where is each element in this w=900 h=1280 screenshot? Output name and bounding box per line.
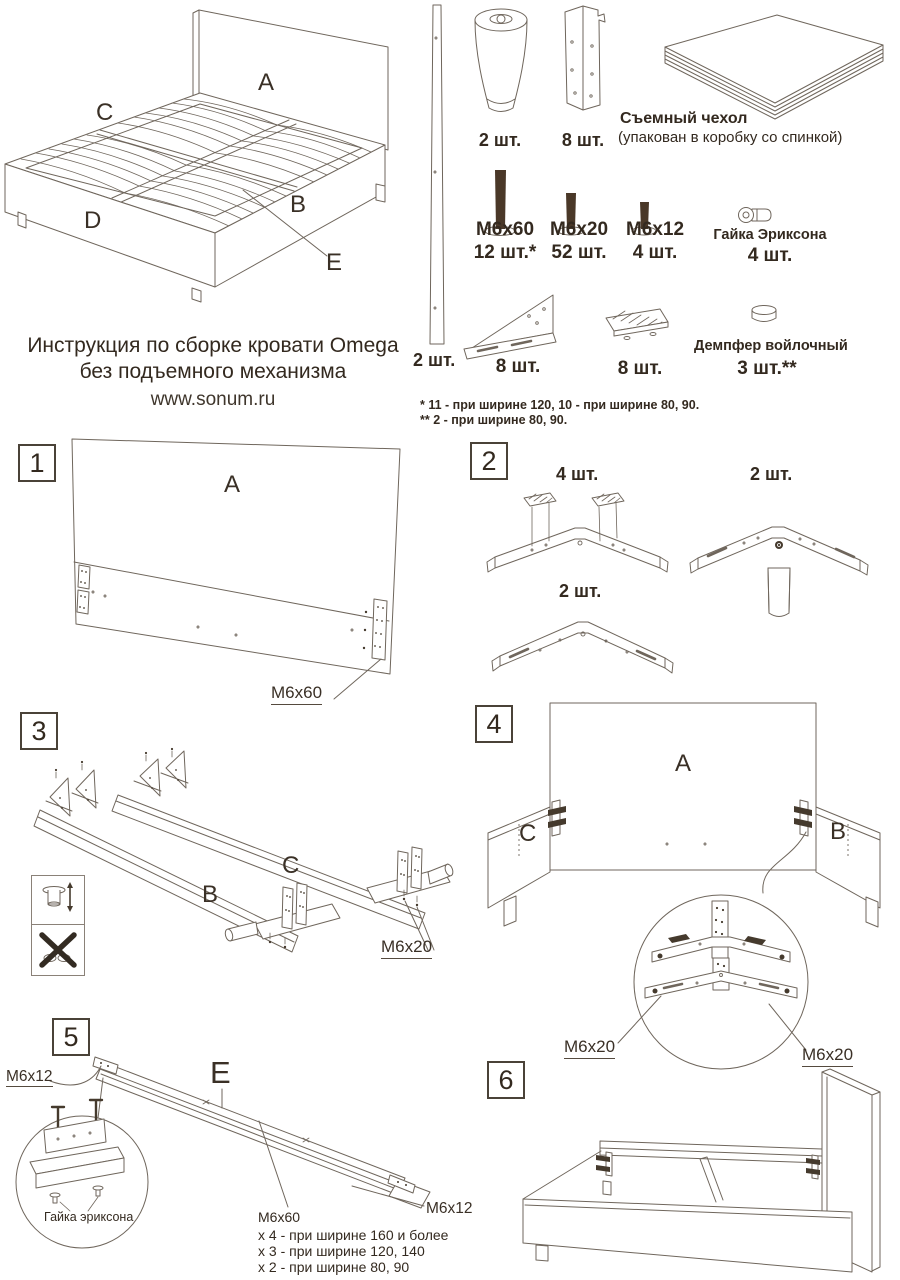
step6-frame: [523, 1151, 852, 1272]
screw-m6x60-qty: 12 шт.*: [473, 242, 537, 263]
step4-label-a: A: [675, 750, 692, 777]
step2-qty-plain: 2 шт.: [559, 581, 602, 601]
bed-label-b: B: [290, 191, 307, 218]
erikson-nut-name: Гайка Эриксона: [713, 227, 827, 243]
felt-damper-qty: 3 шт.**: [737, 358, 797, 379]
slat-pad-qty: 8 шт.: [617, 358, 663, 379]
page-title-line1: Инструкция по сборке кровати Omega: [27, 334, 399, 357]
step3-label-b: B: [202, 881, 219, 908]
bed-label-a: A: [258, 69, 275, 96]
step3-number: 3: [20, 712, 58, 750]
step5-note-line3: x 2 - при ширине 80, 90: [258, 1259, 410, 1275]
step5-nut-label: Гайка эриксона: [44, 1210, 134, 1224]
step1-drawing: [10, 425, 460, 710]
cover-name: Съемный чехол: [620, 110, 748, 127]
angle-bracket-qty: 8 шт.: [561, 130, 605, 150]
corner-bracket-part: [464, 295, 556, 359]
step5-note-line2: x 3 - при ширине 120, 140: [258, 1243, 425, 1259]
slat-pad-part: [606, 309, 668, 340]
cover-note: (упакован в коробку со спинкой): [618, 129, 843, 146]
step5-beam-e: [93, 1057, 430, 1208]
page-title-line2: без подъемного механизма: [79, 360, 347, 383]
side-slat-part: [430, 5, 444, 344]
screw-m6x20-qty: 52 шт.: [551, 242, 607, 263]
cam-height-adjust-icon: [31, 875, 85, 926]
leg-part: [475, 9, 527, 112]
step5-label-e: E: [210, 1055, 231, 1090]
step4-screw-label-left: M6x20: [564, 1038, 615, 1059]
slat-qty: 2 шт.: [413, 350, 456, 370]
step1-label-a: A: [224, 471, 241, 498]
screw-m6x20-name: M6x20: [549, 219, 609, 240]
step4-headboard: [550, 703, 816, 870]
website-url: www.sonum.ru: [150, 389, 276, 410]
step5-screw-label-right: M6x12: [426, 1200, 473, 1217]
step5-note-line1: x 4 - при ширине 160 и более: [258, 1227, 449, 1243]
footnote-1: * 11 - при ширине 120, 10 - при ширине 80, 90.: [420, 398, 700, 412]
step2-drawing: [470, 460, 900, 690]
step4-screw-leaders: [618, 996, 806, 1050]
screw-m6x12-name: M6x12: [625, 219, 685, 240]
step6-drawing: [470, 1060, 900, 1280]
step3-label-c: C: [282, 852, 300, 879]
step1-number: 1: [18, 444, 56, 482]
step5-note-title: M6x60: [258, 1209, 301, 1225]
step1-screw-label: M6x60: [271, 684, 322, 705]
step2-qty-pads: 4 шт.: [556, 464, 599, 484]
erikson-nut-part: [739, 208, 772, 223]
felt-damper-part: [752, 306, 776, 322]
step4-label-c: C: [519, 820, 537, 847]
felt-damper-name: Демпфер войлочный: [694, 338, 848, 354]
leg-qty: 2 шт.: [478, 130, 522, 150]
screw-m6x12-qty: 4 шт.: [632, 242, 678, 263]
step2-qty-leg: 2 шт.: [750, 464, 793, 484]
bed-label-e: E: [326, 249, 343, 276]
step6-number: 6: [487, 1061, 525, 1099]
erikson-nut-qty: 4 шт.: [747, 245, 793, 266]
step2-number: 2: [470, 442, 508, 480]
cover-part: [665, 15, 883, 119]
step3-screw-label: M6x20: [381, 938, 432, 959]
step6-back-rail: [596, 1141, 822, 1179]
step4-screw-label-right: M6x20: [802, 1046, 853, 1067]
step2-plate-with-leg: [690, 527, 868, 617]
bed-label-d: D: [84, 207, 102, 234]
screw-m6x60-name: M6x60: [475, 219, 535, 240]
bed-label-c: C: [96, 99, 114, 126]
step2-plain-plate: [492, 622, 673, 673]
step6-central-beam: [700, 1157, 723, 1202]
footnote-2: ** 2 - при ширине 80, 90.: [420, 413, 568, 427]
step4-number: 4: [475, 705, 513, 743]
step5-number: 5: [52, 1018, 90, 1056]
crossed-out-icon: [31, 924, 85, 976]
angle-bracket-part: [565, 6, 605, 110]
bed-overview-drawing: [0, 0, 420, 330]
step5-screw-label-top: M6x12: [6, 1068, 53, 1087]
step4-label-b: B: [830, 818, 847, 845]
step2-plate-with-pads: [487, 493, 668, 572]
corner-bracket-qty: 8 шт.: [495, 356, 541, 377]
step4-detail-contents: [645, 901, 797, 998]
